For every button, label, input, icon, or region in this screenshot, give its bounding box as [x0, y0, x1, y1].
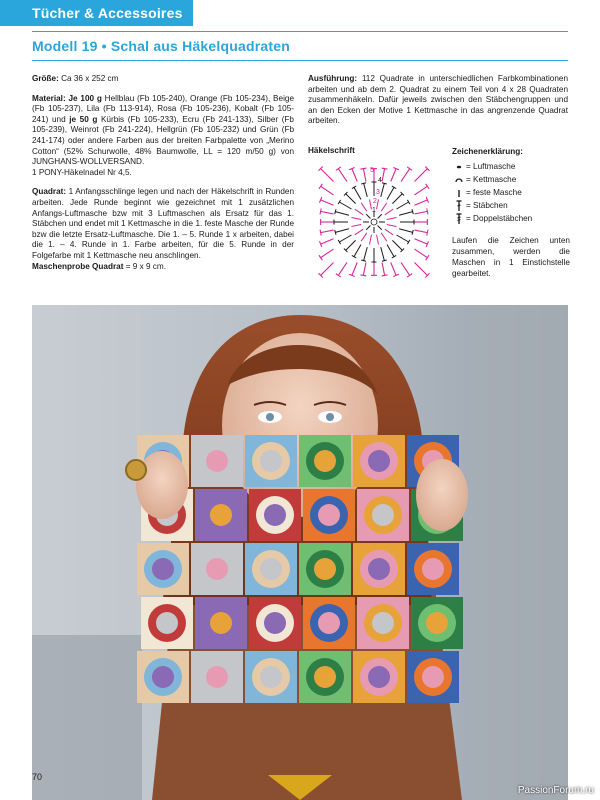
page-title: Modell 19 • Schal aus Häkelquadraten: [32, 38, 290, 54]
square-label: Quadrat:: [32, 187, 67, 197]
gauge-text: = 9 x 9 cm.: [123, 261, 166, 271]
round-number-5: 5: [370, 167, 374, 174]
page-number: 70: [32, 772, 43, 782]
instructions-left-column: [32, 74, 294, 281]
legend-item-slip: [452, 173, 570, 186]
round-number-3: 3: [376, 189, 380, 196]
legend-label: = Doppelstäbchen: [466, 214, 533, 223]
title-rule: [32, 60, 568, 61]
legend-item-sc: [452, 186, 570, 199]
chain-stitch-icon: [452, 164, 466, 170]
diagram-title: Häkelschrift: [308, 146, 355, 155]
material-label: Material: Je 100 g: [32, 93, 102, 103]
gauge-label: Maschenprobe Quadrat: [32, 261, 124, 271]
material-bold-2: je 50 g: [69, 114, 98, 124]
title-rule-top: [32, 31, 568, 32]
execution-paragraph: [308, 74, 568, 127]
legend-item-tr: [452, 212, 570, 225]
scarf-photo-illustration: [32, 305, 568, 800]
legend-label: = Luftmasche: [466, 162, 516, 171]
legend-item-dc: [452, 199, 570, 212]
section-tab: Tücher & Accessoires: [0, 0, 193, 26]
legend: [452, 146, 570, 279]
round-number-2: 2: [373, 198, 377, 205]
single-crochet-icon: [452, 188, 466, 198]
material-text-2: Kürbis (Fb 105-233), Ecru (Fb 241-133), Silber (Fb 105-239), Weinrot (Fb 241-224), Hellgrün (Fb 105-232) und Grün (Fb 241-174) oder andere Farben aus der breiten Farbpalette von „Merino Cotton“ (52% Schurwolle, 48% Baumwolle, LL = 120 m/50 g) von JUNGHANS-WOLLVERSAND.: [32, 114, 294, 167]
double-crochet-icon: [452, 200, 466, 212]
material-paragraph: [32, 94, 294, 168]
legend-label: = Kettmasche: [466, 175, 517, 184]
crochet-chart: [310, 158, 438, 286]
gauge-paragraph: [32, 262, 294, 273]
execution-label: Ausführung:: [308, 74, 358, 83]
size-text: Ca 36 x 252 cm: [58, 74, 119, 83]
square-text: 1 Anfangsschlinge legen und nach der Häkelschrift in Runden arbeiten. Jede Runde beginnt wie gezeichnet mit 1 zusätzlichen Anfangs-Luftmasche bzw mit 3 Luftmaschen als Ersatz für das 1. Stäbchen und endet mit 1 Kettmasche in die 1. feste Masche der Runde bzw die letzte Ersatz-Luftmasche. Die 1. – 5. Runde 1 x arbeiten, dabei die 1. – 4. Runde in 1. Farbe arbeiten, für die 5. Runde in der Folgefarbe mit 1 Kettmasche neu anschlingen.: [32, 187, 294, 260]
legend-label: = feste Masche: [466, 188, 522, 197]
size-label: Größe:: [32, 74, 59, 83]
size-paragraph: [32, 74, 294, 85]
round-number-1: 1: [372, 207, 376, 214]
legend-title: Zeichenerklärung:: [452, 147, 523, 156]
execution-text: 112 Quadrate in unterschiedlichen Farbkombinationen arbeiten und ab dem 2. Quadrat zu einem Teil von 4 x 28 Quadraten zusammenhäkeln. Dafür jeweils zwischen den Stäbchengruppen und an den Ecken der Motive 1 Kettmasche in das angrenzende Quadrat arbeiten.: [308, 74, 568, 126]
instructions-right-column: [308, 74, 568, 127]
legend-note: Laufen die Zeichen unten zusammen, werden die Maschen in 1 Einstichstelle gearbeitet.: [452, 236, 570, 278]
material-text-1: Hellblau (Fb 105-240), Orange (Fb 105-234), Beige (Fb 105-237), Lila (Fb 113-914), Rosa (Fb 105-236), Kobalt (Fb 105-241) und: [32, 93, 294, 124]
hook-paragraph: 1 PONY-Häkelnadel Nr 4,5.: [32, 167, 132, 177]
watermark: PassionForum.ru: [517, 785, 594, 796]
legend-label: = Stäbchen: [466, 201, 508, 210]
round-number-4: 4: [378, 177, 382, 184]
square-paragraph: [32, 187, 294, 261]
legend-item-chain: [452, 160, 570, 173]
slip-stitch-icon: [452, 176, 466, 184]
scarf-photo: [32, 305, 568, 800]
treble-crochet-icon: [452, 213, 466, 225]
